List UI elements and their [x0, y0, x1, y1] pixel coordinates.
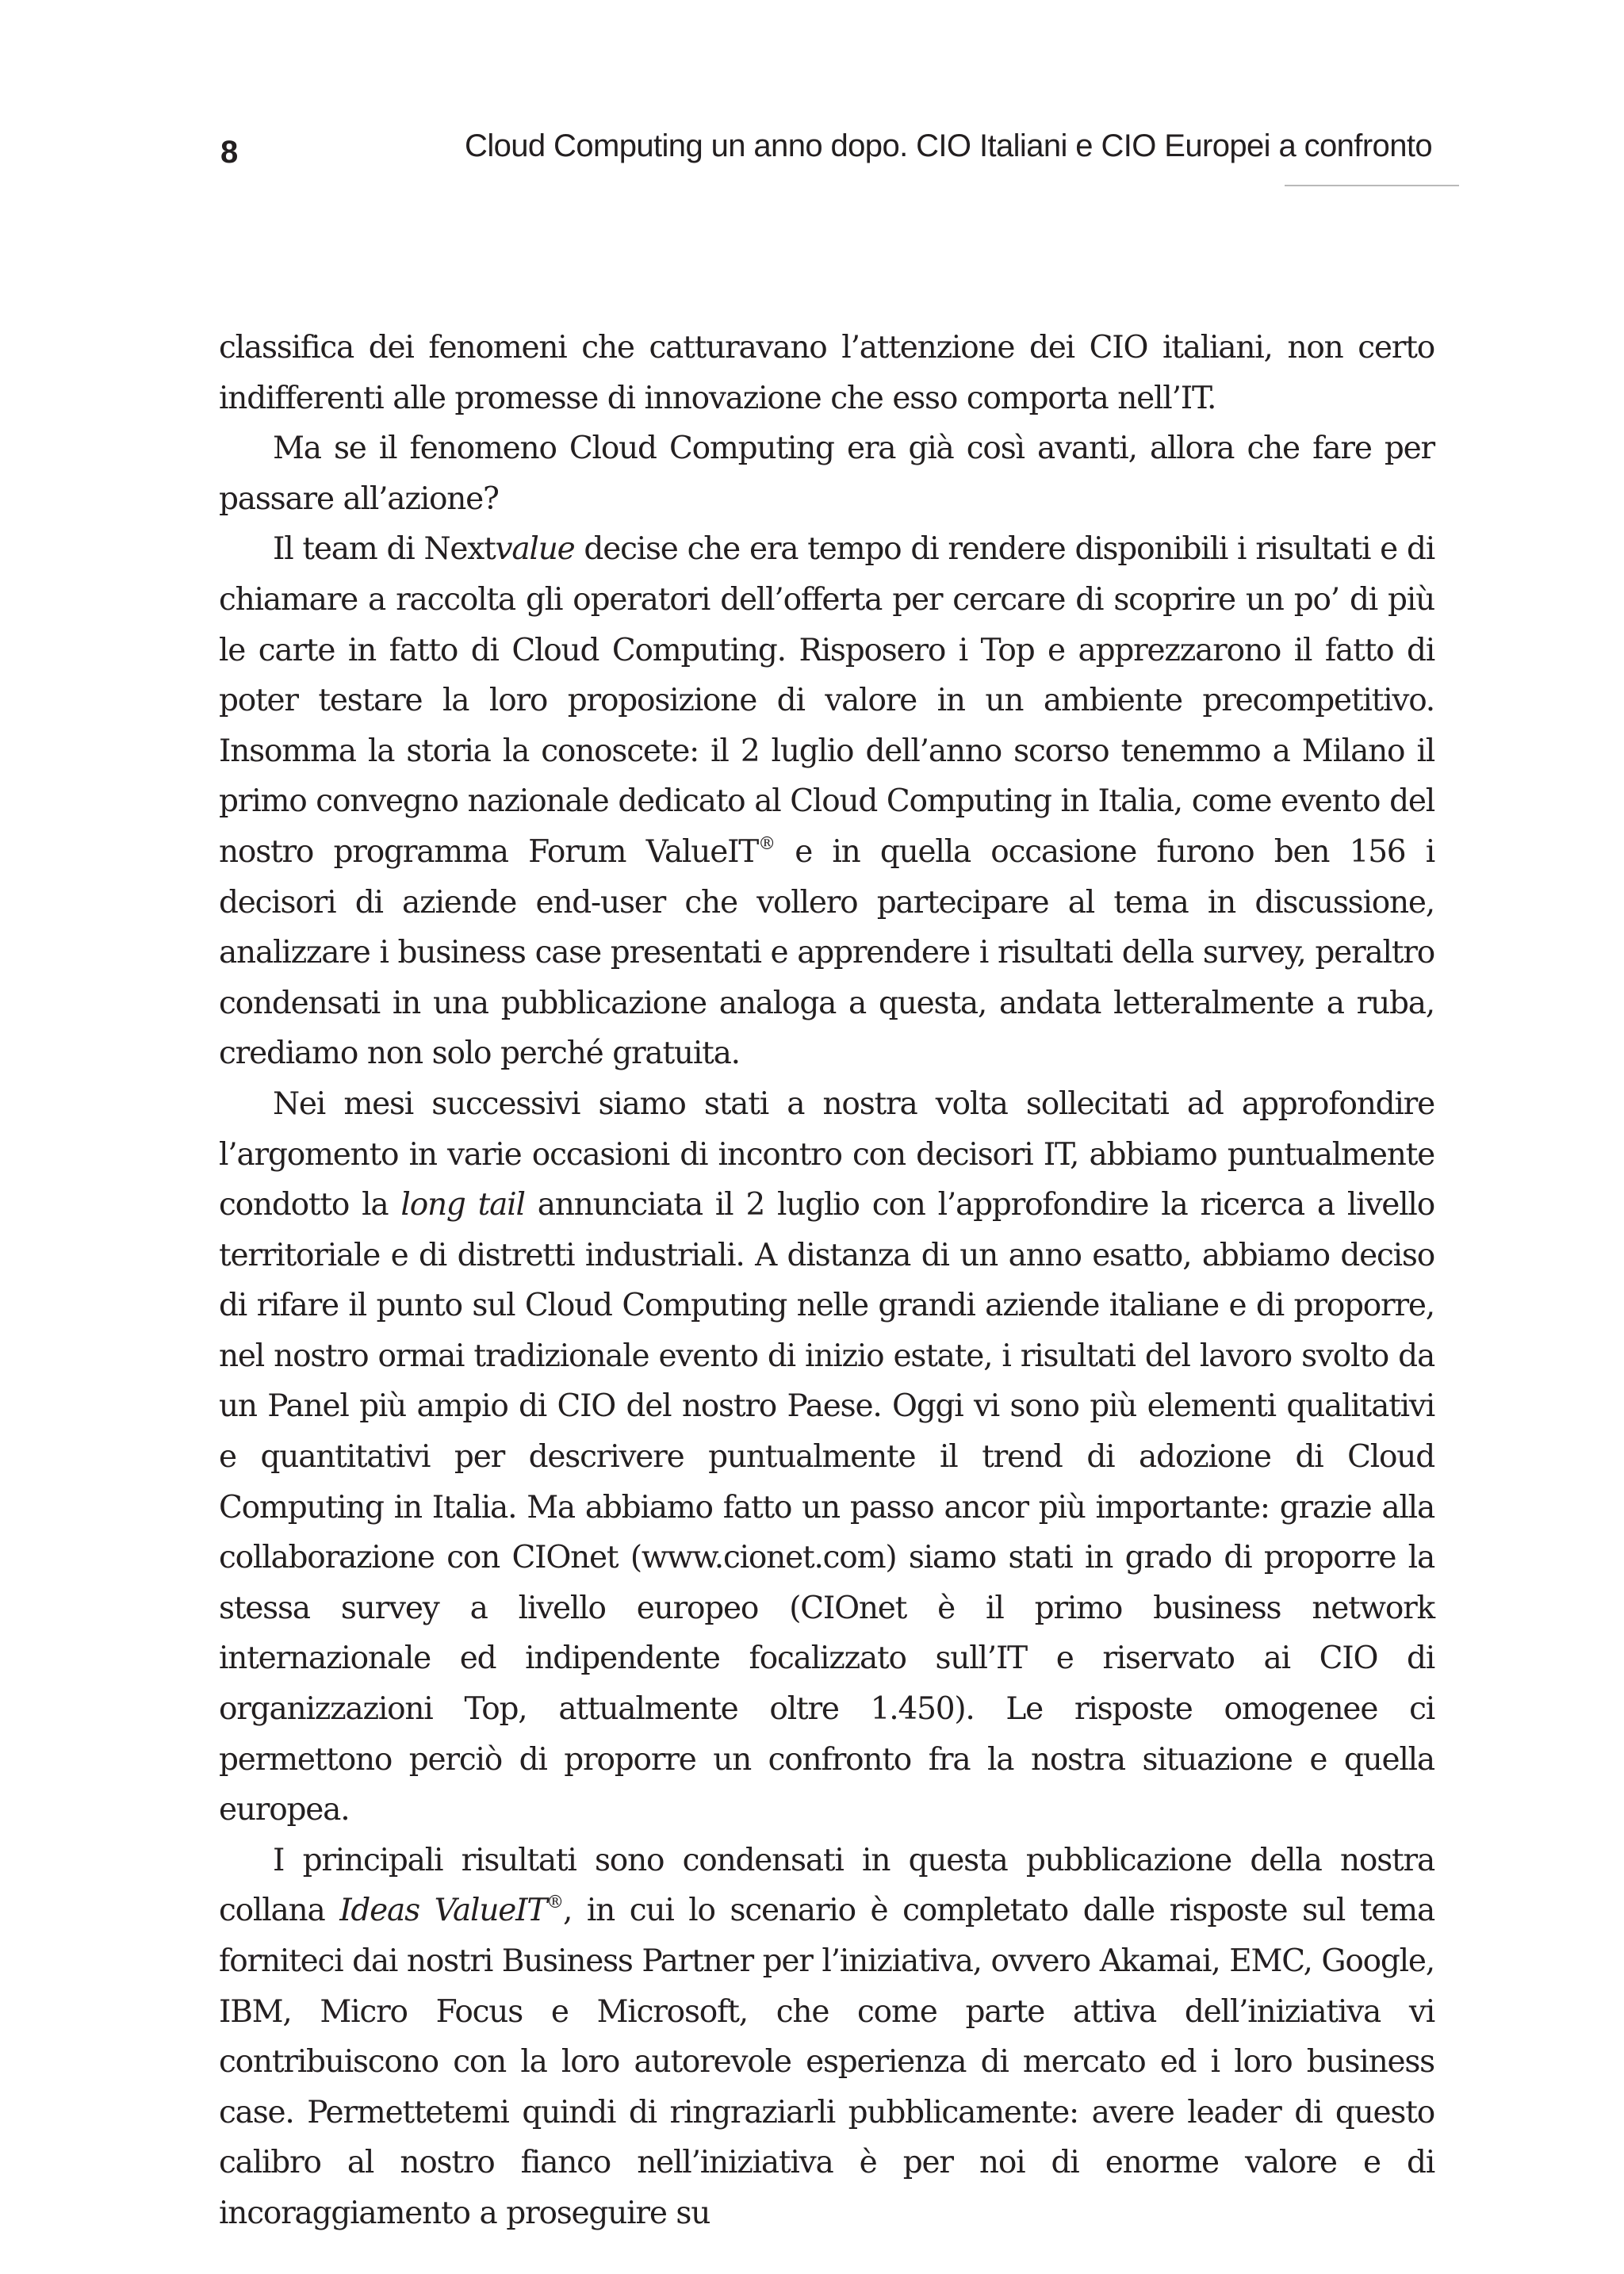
page-number: 8	[220, 135, 239, 170]
paragraph-5-text-a: I principali risultati sono condensati in questa pubblicazione della nostra collana	[219, 1842, 1434, 1929]
header-rule	[1285, 185, 1459, 186]
paragraph-3-text-e: e in quella occasione furono ben 156 i decisori di aziende end-user che vollero partecipare al tema in discussione, analizzare i business case presentati e apprendere i risultati della survey, peraltro condensati in una pubblicazione analoga a questa, andata letteralmente a ruba, crediamo non solo perché gratuita.	[219, 833, 1434, 1072]
paragraph-3	[219, 524, 1434, 1079]
ideas-valueit-italic: Ideas ValueIT	[339, 1893, 547, 1929]
long-tail-italic: long tail	[400, 1187, 525, 1223]
paragraph-2-text: Ma se il fenomeno Cloud Computing era già così avanti, allora che fare per passare all’azione?	[219, 431, 1434, 517]
paragraph-4	[219, 1079, 1434, 1836]
registered-mark: ®	[546, 1893, 563, 1913]
paragraph-4-text-c: annunciata il 2 luglio con l’approfondire la ricerca a livello territoriale e di distretti industriali. A distanza di un anno esatto, abbiamo deciso di rifare il punto sul Cloud Computing nelle grandi aziende italiane e di proporre, nel nostro ormai tradizionale evento di inizio estate, i risultati del lavoro svolto da un Panel più ampio di CIO del nostro Paese. Oggi vi sono più elementi qualitativi e quantitativi per descrivere puntualmente il trend di adozione di Cloud Computing in Italia. Ma abbiamo fatto un passo ancor più importante: grazie alla collaborazione con CIOnet (www.cionet.com) siamo stati in grado di proporre la stessa survey a livello europeo (CIOnet è il primo business network internazionale ed indipendente focalizzato sull’IT e riservato ai CIO di organizzazioni Top, attualmente oltre 1.450). Le risposte omogenee ci permettono perciò di proporre un confronto fra la nostra situazione e quella europea.	[219, 1187, 1434, 1828]
paragraph-2	[219, 423, 1434, 524]
paragraph-3-text-c: decise che era tempo di rendere disponibili i risultati e di chiamare a raccolta gli operatori dell’offerta per cercare di scoprire un po’ di più le carte in fatto di Cloud Computing. Risposero i Top e apprezzarono il fatto di poter testare la loro proposizione di valore in un ambiente precompetitivo. Insomma la storia la conoscete: il 2 luglio dell’anno scorso tenemmo a Milano il primo convegno nazionale dedicato al Cloud Computing in Italia, come evento del nostro programma Forum ValueIT	[219, 531, 1434, 870]
paragraph-5-text-d: , in cui lo scenario è completato dalle risposte sul tema forniteci dai nostri Business Partner per l’iniziativa, ovvero Akamai, EMC, Google, IBM, Micro Focus e Microsoft, che come parte attiva dell’iniziativa vi contribuiscono con la loro autorevole esperienza di mercato ed i loro business case. Permettetemi quindi di ringraziarli pubblicamente: avere leader di questo calibro al nostro fianco nell’iniziativa è per noi di enorme valore e di incoraggiamento a proseguire su	[219, 1893, 1434, 2231]
running-head: Cloud Computing un anno dopo. CIO Italiani e CIO Europei a confronto	[465, 128, 1432, 163]
nextvalue-italic: value	[495, 531, 575, 568]
paragraph-1: classifica dei fenomeni che catturavano l’attenzione dei CIO italiani, non certo indifferenti alle promesse di innovazione che esso comporta nell’IT.	[219, 330, 1434, 416]
paragraph-3-text-a: Il team di Next	[273, 531, 496, 568]
paragraph-4-text-a: Nei mesi successivi siamo stati a nostra volta sollecitati ad approfondire l’argomento in varie occasioni di incontro con decisori IT, abbiamo puntualmente condotto la	[219, 1085, 1434, 1223]
body-text	[219, 323, 1434, 2239]
paragraph-5	[219, 1836, 1434, 2239]
registered-mark: ®	[758, 833, 775, 854]
